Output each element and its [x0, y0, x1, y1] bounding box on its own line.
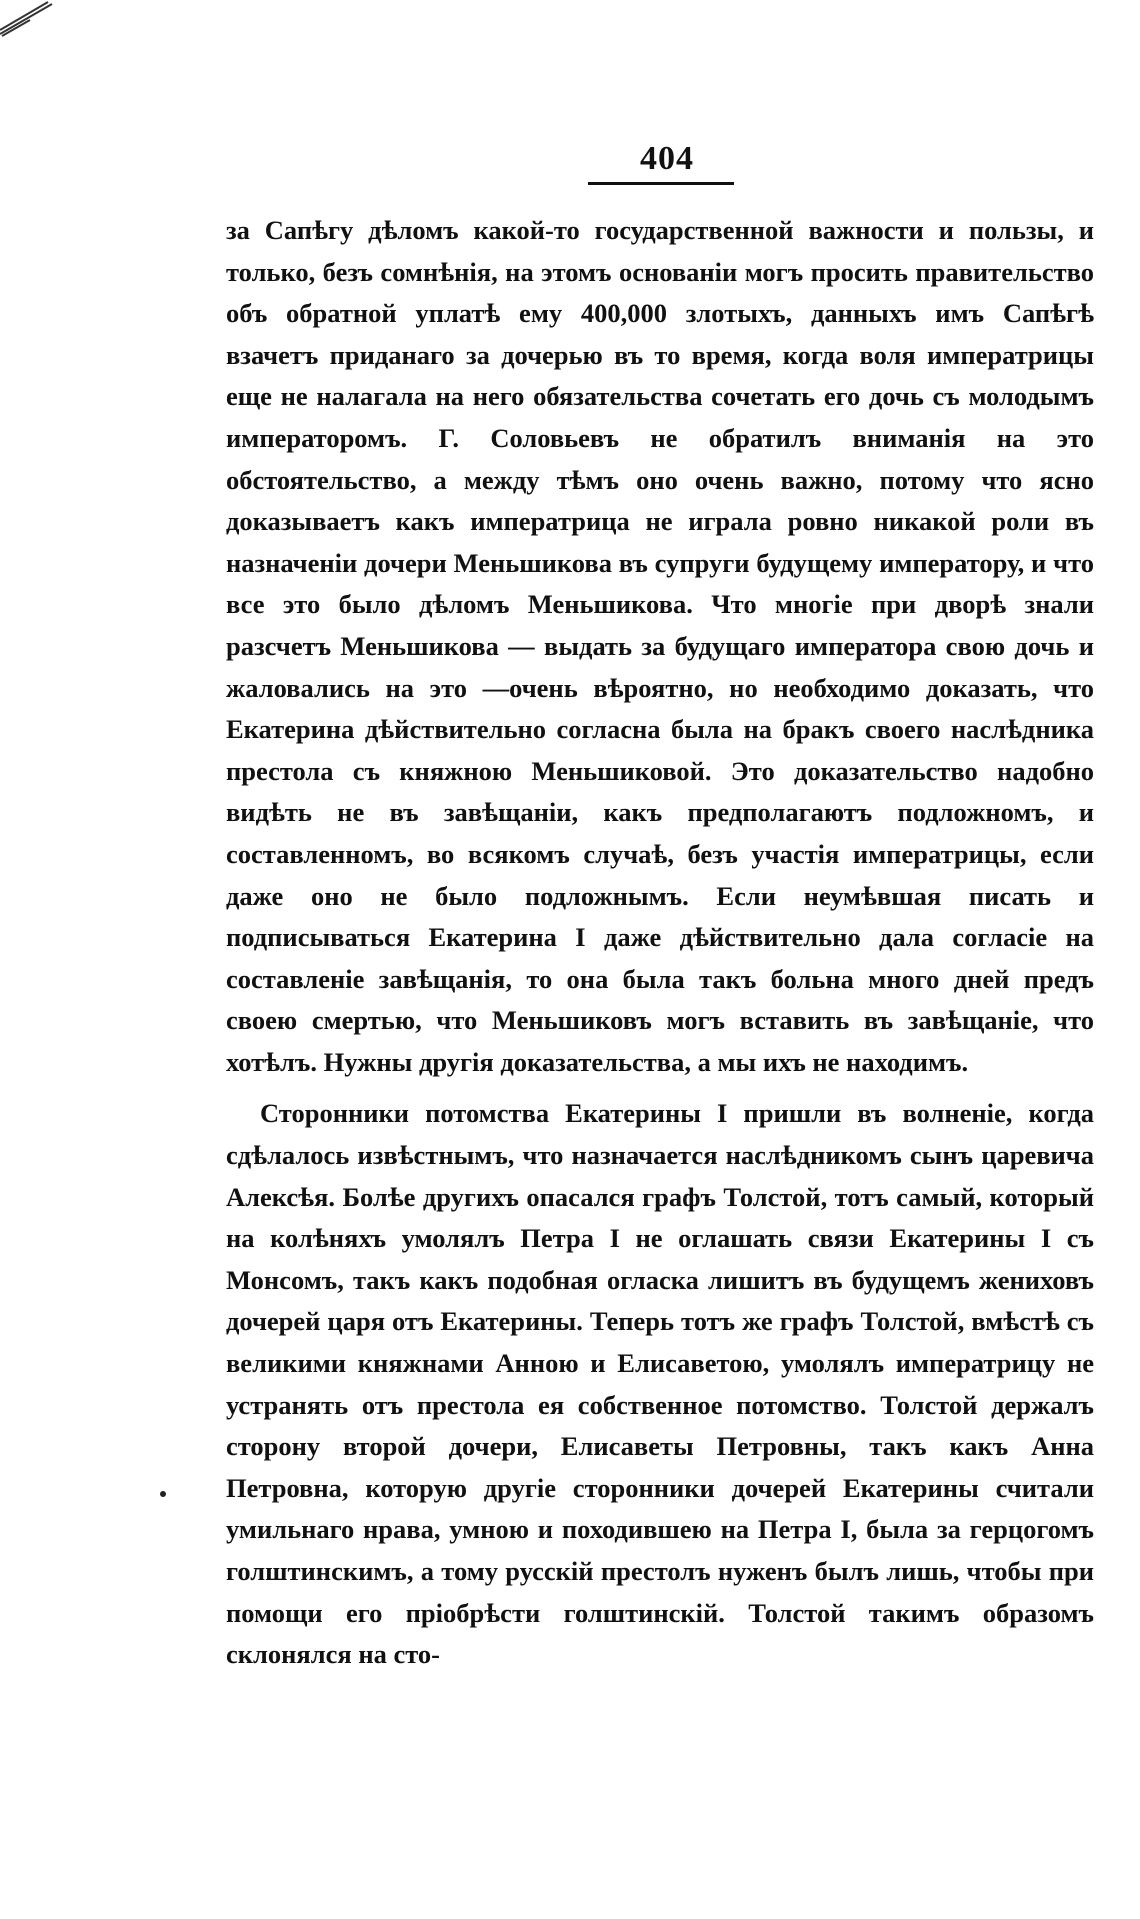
- paragraph-2: Сторонники потомства Екатерины I пришли въ волненіе, когда сдѣлалось извѣстнымъ, что назначается наслѣдникомъ сынъ царевича Алексѣя. Болѣе другихъ опасался графъ Толстой, тотъ самый, который на колѣняхъ умолялъ Петра I не оглашать связи Екатерины I съ Монсомъ, такъ какъ подобная огласка лишитъ въ будущемъ жениховъ дочерей царя отъ Екатерины. Теперь тотъ же графъ Толстой, вмѣстѣ съ великими княжнами Анною и Елисаветою, умолялъ императрицу не устранять отъ престола ея собственное потомство. Толстой держалъ сторону второй дочери, Елисаветы Петровны, такъ какъ Анна Петровна, которую другіе сторонники дочерей Екатерины считали умильнаго нрава, умною и походившею на Петра I, была за герцогомъ голштинскимъ, а тому русскій престолъ нуженъ былъ лишь, чтобы при помощи его пріобрѣсти голштинскій. Толстой такимъ образомъ склонялся на сто-: [226, 1098, 1094, 1670]
- body-text: [226, 210, 1094, 1676]
- header-rule: [588, 182, 734, 185]
- corner-pen-mark: [0, 0, 60, 40]
- stray-ink-dot: [160, 1491, 166, 1497]
- paragraph-1: за Сапѣгу дѣломъ какой-то государственной важности и пользы, и только, безъ сомнѣнія, на этомъ основаніи могъ просить правительство объ обратной уплатѣ ему 400,000 злотыхъ, данныхъ имъ Сапѣгѣ взачетъ приданаго за дочерью въ то время, когда воля императрицы еще не налагала на него обязательства сочетать его дочь съ молодымъ императоромъ. Г. Соловьевъ не обратилъ вниманія на это обстоятельство, а между тѣмъ оно очень важно, потому что ясно доказываетъ какъ императрица не играла ровно никакой роли въ назначеніи дочери Меньшикова въ супруги будущему императору, и что все это было дѣломъ Меньшикова. Что многіе при дворѣ знали разсчетъ Меньшикова — выдать за будущаго императора свою дочь и жаловались на это —очень вѣроятно, но необходимо доказать, что Екатерина дѣйствительно согласна была на бракъ своего наслѣдника престола съ княжною Меньшиковой. Это доказательство надобно видѣть не въ завѣщаніи, какъ предполагаютъ подложномъ, и составленномъ, во всякомъ случаѣ, безъ участія императрицы, если даже оно не было подложнымъ. Если неумѣвшая писать и подписываться Екатерина I даже дѣйствительно дала согласіе на составленіе завѣщанія, то она была такъ больна много дней предъ своею смертью, что Меньшиковъ могъ вставить въ завѣщаніе, что хотѣлъ. Нужны другія доказательства, а мы ихъ не находимъ.: [226, 215, 1094, 1077]
- page-number: 404: [640, 140, 694, 177]
